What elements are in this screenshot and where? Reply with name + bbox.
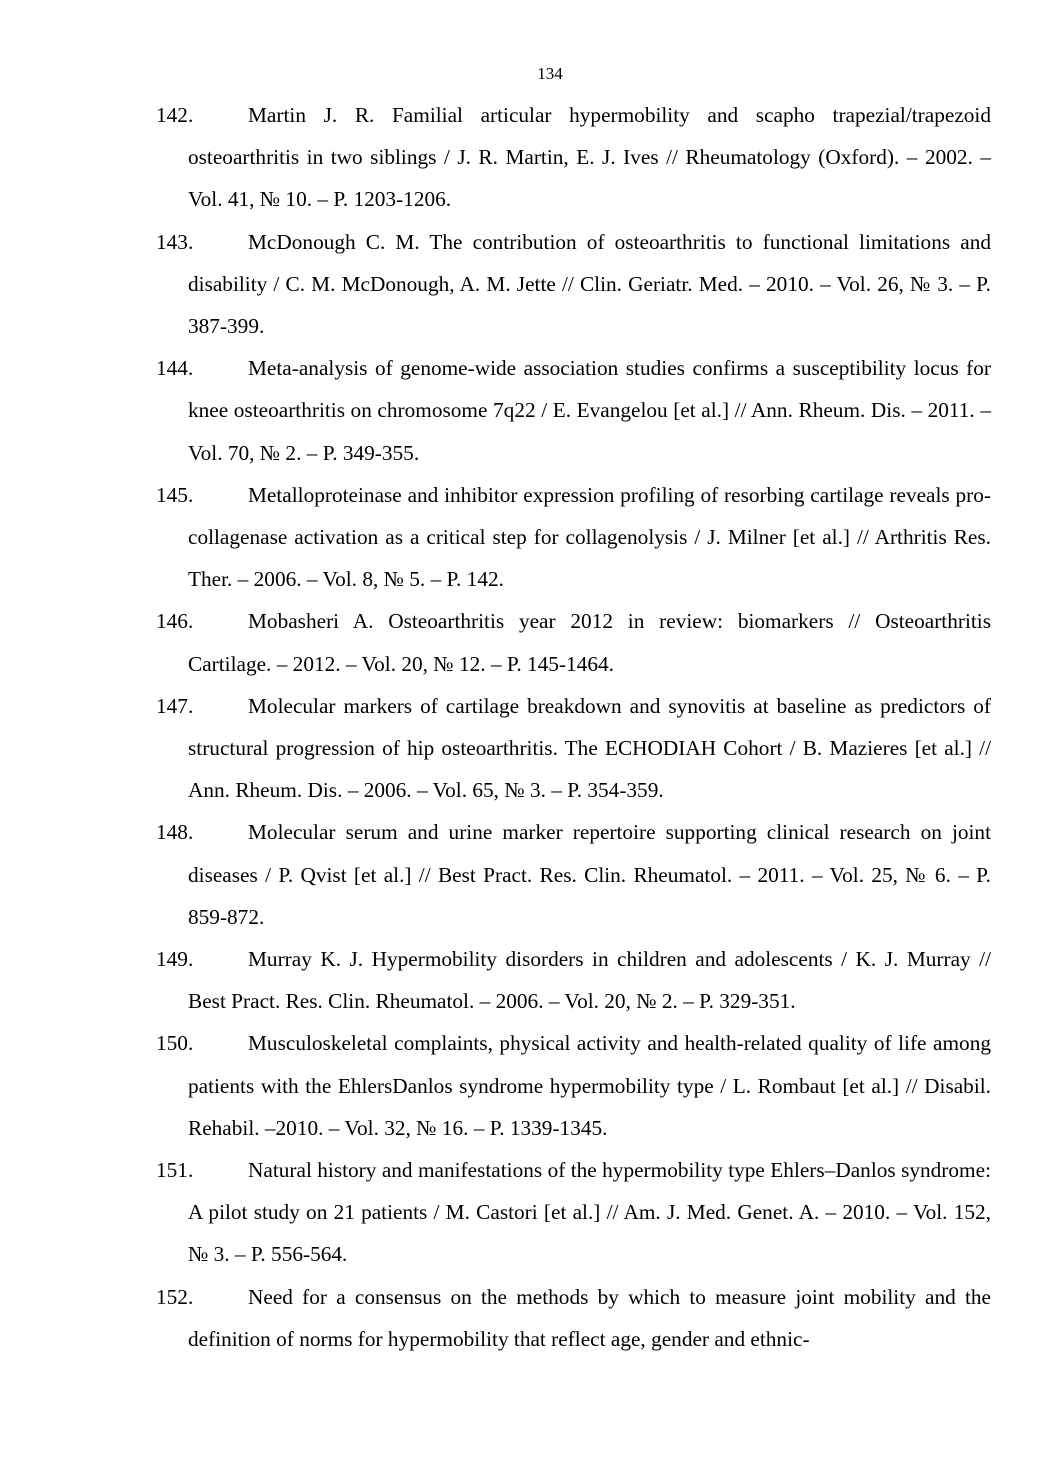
reference-item [156, 221, 991, 348]
reference-number: 147. [156, 693, 194, 718]
reference-list [156, 94, 991, 1360]
reference-item [156, 600, 991, 684]
reference-item [156, 347, 991, 474]
reference-text: McDonough C. M. The contribution of osteoarthritis to functional limitations and disability / C. M. McDonough, A. M. Jette // Clin. Geriatr. Med. – 2010. – Vol. 26, № 3. – P. 387-399. [188, 229, 991, 339]
reference-item [156, 1276, 991, 1360]
reference-item [156, 1022, 991, 1149]
reference-item [156, 811, 991, 938]
reference-number: 144. [156, 356, 194, 381]
reference-number: 148. [156, 820, 194, 845]
reference-number: 151. [156, 1158, 194, 1183]
reference-number: 149. [156, 947, 194, 972]
reference-text: Murray K. J. Hypermobility disorders in children and adolescents / K. J. Murray // Best Pract. Res. Clin. Rheumatol. – 2006. – Vol. 20, № 2. – P. 329-351. [188, 947, 991, 1014]
reference-item [156, 685, 991, 812]
reference-text: Mobasheri A. Osteoarthritis year 2012 in review: biomarkers // Osteoarthritis Cartilage. – 2012. – Vol. 20, № 12. – P. 145-1464. [188, 609, 991, 676]
reference-text: Natural history and manifestations of the hypermobility type Ehlers–Danlos syndrome: A pilot study on 21 patients / M. Castori [et al.] // Am. J. Med. Genet. A. – 2010. – Vol. 152, № 3. – P. 556-564. [188, 1158, 991, 1267]
reference-number: 150. [156, 1031, 194, 1056]
reference-text: Metalloproteinase and inhibitor expression profiling of resorbing cartilage reveals pro-collagenase activation as a critical step for collagenolysis / J. Milner [et al.] // Arthritis Res. Ther. – 2006. – Vol. 8, № 5. – P. 142. [188, 482, 991, 592]
reference-text: Need for a consensus on the methods by which to measure joint mobility and the definition of norms for hypermobility that reflect age, gender and ethnic- [188, 1284, 991, 1351]
page-number: 134 [537, 64, 563, 83]
reference-number: 142. [156, 103, 194, 127]
reference-number: 152. [156, 1284, 194, 1309]
reference-number: 146. [156, 609, 194, 634]
reference-item [156, 1149, 991, 1276]
reference-text: Molecular markers of cartilage breakdown and synovitis at baseline as predictors of structural progression of hip osteoarthritis. The ECHODIAH Cohort / B. Mazieres [et al.] // Ann. Rheum. Dis. – 2006. – Vol. 65, № 3. – P. 354-359. [188, 693, 991, 803]
reference-item [156, 938, 991, 1022]
reference-item [156, 94, 991, 221]
reference-text: Musculoskeletal complaints, physical activity and health-related quality of life among patients with the EhlersDanlos syndrome hypermobility type / L. Rombaut [et al.] // Disabil. Rehabil. –2010. – Vol. 32, № 16. – P. 1339-1345. [188, 1031, 991, 1140]
reference-text: Martin J. R. Familial articular hypermobility and scapho trapezial/trapezoid osteoarthritis in two siblings / J. R. Martin, E. J. Ives // Rheumatology (Oxford). – 2002. – Vol. 41, № 10. – P. 1203-1206. [188, 103, 991, 212]
reference-text: Molecular serum and urine marker repertoire supporting clinical research on joint diseases / P. Qvist [et al.] // Best Pract. Res. Clin. Rheumatol. – 2011. – Vol. 25, № 6. – P. 859-872. [188, 820, 991, 929]
reference-item [156, 474, 991, 601]
reference-text: Meta-analysis of genome-wide association studies confirms a susceptibility locus for knee osteoarthritis on chromosome 7q22 / E. Evangelou [et al.] // Ann. Rheum. Dis. – 2011. – Vol. 70, № 2. – P. 349-355. [188, 356, 991, 465]
reference-number: 143. [156, 229, 194, 254]
reference-number: 145. [156, 482, 194, 507]
